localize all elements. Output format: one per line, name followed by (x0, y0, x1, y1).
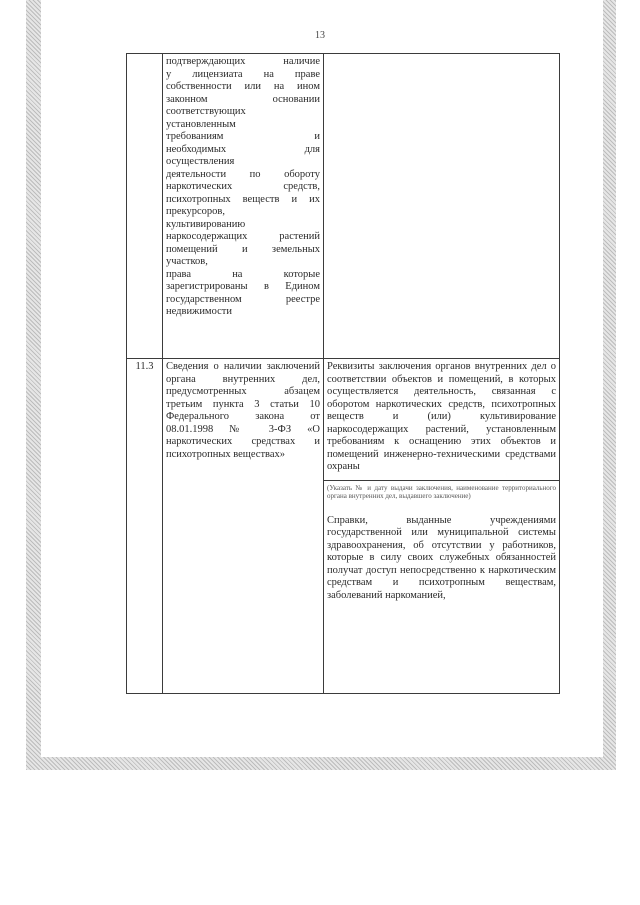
table-row-11-3 (127, 359, 560, 694)
row-value-cell-empty (324, 54, 560, 359)
scan-frame-left (26, 0, 41, 770)
continuation-line: государственном реестре (166, 293, 320, 305)
continuation-line: наркотических средств, (166, 181, 320, 192)
continuation-line: установленным (166, 118, 236, 130)
continuation-line: осуществления (166, 156, 235, 167)
continuation-line: культивированию (166, 218, 246, 230)
continuation-line: зарегистрированы в Едином (166, 281, 320, 292)
row-number-cell-empty (127, 54, 163, 359)
table-row-continuation (127, 54, 560, 359)
continuation-line: требованиям и (166, 131, 320, 142)
continuation-line: психотропных веществ и их (166, 193, 320, 205)
row-description-continuation (163, 54, 324, 359)
row-value-cell (324, 359, 560, 694)
continuation-line: собственности или на ином (166, 81, 320, 92)
continuation-line: необходимых для (166, 143, 320, 155)
scan-frame-bottom (26, 757, 616, 770)
continuation-line: права на которые (166, 268, 320, 280)
continuation-line: участков, (166, 256, 208, 267)
continuation-lines (166, 56, 320, 319)
continuation-line: законном основании (166, 93, 320, 105)
license-requirements-table (126, 53, 560, 694)
row-number: 11.3 (127, 359, 163, 694)
continuation-line: деятельности по обороту (166, 168, 320, 180)
continuation-line: у лицензиата на праве (166, 68, 320, 80)
continuation-line: соответствующих (166, 106, 246, 117)
continuation-line: подтверждающих наличие (166, 56, 320, 67)
continuation-line: прекурсоров, (166, 206, 225, 217)
requisites-text: Реквизиты заключения органов внутренних дел о соответствии объектов и помещений, в которых осуществляется деятельность, связанная с оборотом наркотических средств, психотропных веществ и (или) культивирование наркосодержащих растений, установленным требованиям к оснащению этих объектов и помещений инженерно-техническими средствами охраны (327, 361, 556, 472)
continuation-line: недвижимости (166, 306, 232, 317)
row-description: Сведения о наличии заключений органа внутренних дел, предусмотренных абзацем третьим пункта 3 статьи 10 Федерального закона от 08.01.1998 № 3-ФЗ «О наркотических средствах и психотропных веществах» (163, 359, 324, 694)
continuation-line: помещений и земельных (166, 243, 320, 255)
requisites-hint: (Указать № и дату выдачи заключения, наименование территориального органа внутренних дел, выдавшего заключение) (324, 480, 559, 501)
certificates-text: Справки, выданные учреждениями государственной или муниципальной системы здравоохранения, об отсутствии у работников, которые в силу своих служебных обязанностей получат доступ непосредственно к наркотическим средствам и психотропным веществам, заболеваний наркоманией, (327, 514, 556, 601)
page-number: 13 (315, 30, 325, 41)
scan-frame-right (603, 0, 616, 770)
continuation-line: наркосодержащих растений (166, 231, 320, 242)
